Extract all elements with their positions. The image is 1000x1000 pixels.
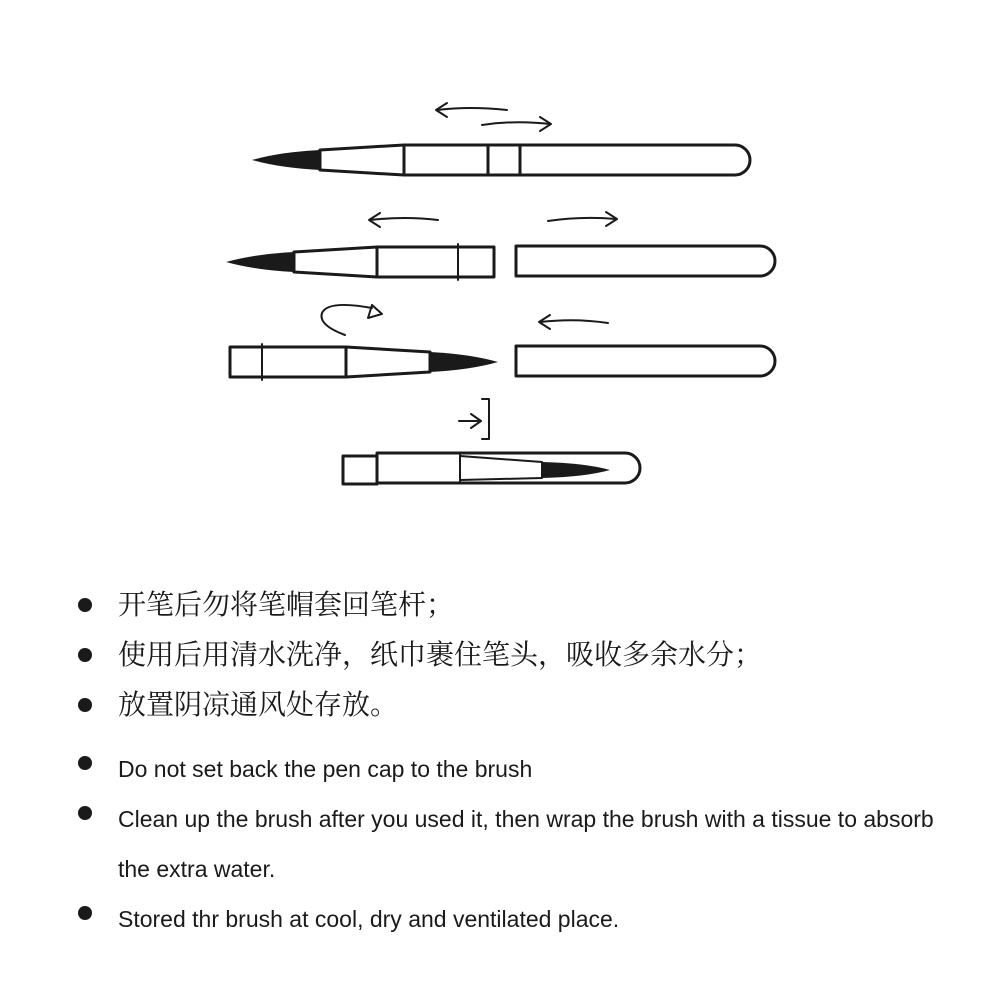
instructions-en [78, 744, 958, 944]
step-3-arrow-left [539, 315, 608, 329]
step-4-insert-arrow [459, 399, 489, 439]
step-4-brush-in-cap [343, 453, 640, 484]
step-2-arrow-right [548, 212, 617, 226]
instruction-en-item: Do not set back the pen cap to the brush [78, 744, 958, 794]
step-3-cap [516, 346, 775, 376]
step-2-separated [226, 212, 775, 280]
step-2-brush [226, 244, 494, 280]
step-3-rotate-arrow [321, 305, 382, 335]
step-2-cap [516, 246, 775, 276]
step-2-arrow-left [369, 213, 438, 227]
instructions-cn [78, 580, 762, 730]
instruction-en-item: Stored thr brush at cool, dry and ventilated place. [78, 894, 958, 944]
step-1-brush [252, 145, 520, 175]
step-1-arrow-left [436, 103, 507, 117]
step-3-brush [230, 344, 498, 380]
instruction-cn-item: 使用后用清水洗净，纸巾裹住笔头，吸收多余水分； [78, 630, 762, 680]
step-3-reverse [230, 305, 775, 380]
step-1-brush-with-cap [252, 103, 750, 175]
instruction-cn-item: 开笔后勿将笔帽套回笔杆； [78, 580, 762, 630]
instruction-en-item: Clean up the brush after you used it, then wrap the brush with a tissue to absorb the extra water. [78, 794, 958, 894]
step-1-cap [520, 145, 750, 175]
step-1-arrow-right [482, 117, 551, 131]
step-4-inserted [343, 399, 640, 484]
instruction-cn-item: 放置阴凉通风处存放。 [78, 680, 762, 730]
